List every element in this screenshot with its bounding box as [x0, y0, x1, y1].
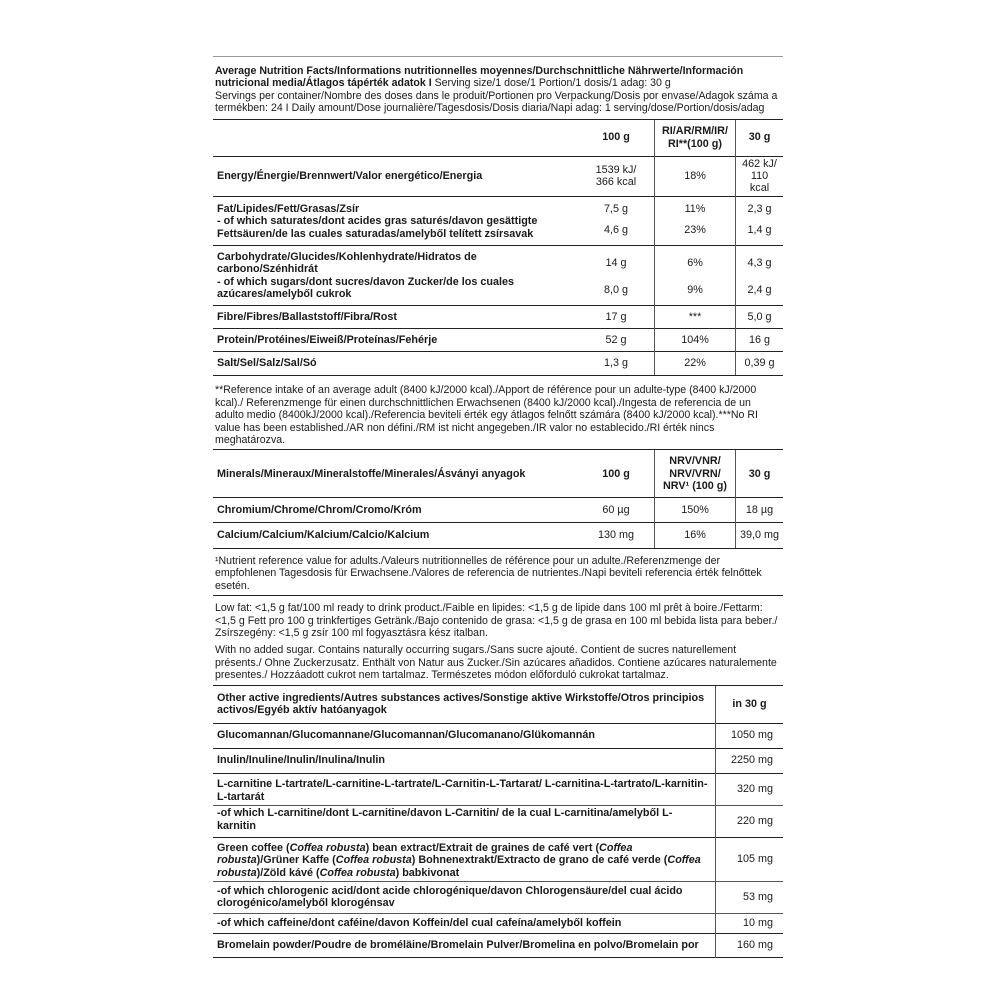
table-row-glucomannan: Glucomannan/Glucomannane/Glucomannan/Glucomanano/Glükomannán 1050 mg [213, 723, 783, 748]
actives-header-row [213, 685, 783, 723]
no-sugar-note: With no added sugar. Contains naturally occurring sugars./Sans sucre ajouté. Contient de sucres naturellement présents./ Ohne Zuckerzusatz. Enthält von Natur aus Zucker./Sin azúcares añadidos. Contiene azúcares naturalemente presentes./ Hozzáadott cukrot nem tartalmaz. Természetes módon előforduló cukrokat tartalmaz. [215, 644, 777, 682]
nrv-footnote: ¹Nutrient reference value for adults./Valeurs nutritionnelles de référence pour un adulte./Referenzmenge der empfohlenen Tagesdosis für Erwachsene./Valores de referencia de nutrientes./Napi beviteli referencia érték felnőttek esetén. [213, 548, 783, 595]
table-row-fibre: Fibre/Fibres/Ballaststoff/Fibra/Rost 17 g *** 5,0 g [213, 305, 783, 328]
table-row-l-carnitine: -of which L-carnitine/dont L-carnitine/davon L-Carnitin/ de la cual L-carnitina/amelyből L-karnitin 220 mg [213, 805, 783, 837]
nutrition-header-row [213, 119, 783, 156]
table-row-bromelain: Bromelain powder/Poudre de broméläine/Bromelain Pulver/Bromelina en polvo/Bromelain por 160 mg [213, 933, 783, 957]
table-row-inulin: Inulin/Inuline/Inulin/Inulina/Inulin 2250 mg [213, 748, 783, 773]
table-row-green-coffee: Green coffee (Coffea robusta) bean extract/Extrait de graines de café vert (Coffea robusta)/Grüner Kaffe (Coffea robusta) Bohnenextrakt/Extracto de grano de café verde (Coffea robusta)/Zöld kávé (Coffea robusta) babkivonat 105 mg [213, 837, 783, 881]
minerals-header-row: Minerals/Mineraux/Mineralstoffe/Minerales/Ásványi anyagok 100 g NRV/VNR/ NRV/VRN/ NRV¹ (100 g) 30 g [213, 450, 783, 498]
low-fat-note: Low fat: <1,5 g fat/100 ml ready to drink product./Faible en lipides: <1,5 g de lipide dans 100 ml prêt à boire./Fettarm: <1,5 g Fett pro 100 g trinkfertiges Getränk./Bajo contenido de grasa: <1,5 g de grasa en 100 ml bebida lista para beber./ Zsírszegény: <1,5 g zsír 100 ml fogyasztásra kész italban. [213, 595, 783, 642]
table-row-calcium: Calcium/Calcium/Kalcium/Calcio/Kalcium 130 mg 16% 39,0 mg [213, 523, 783, 548]
col-ri: RI/AR/RM/IR/ RI**(100 g) [655, 119, 736, 156]
table-row-saturates: - of which saturates/dont acides gras saturés/davon gesättigte Fettsäuren/de las cuales saturadas/amelyből telített zsírsavak 4,6 g 23% 1,4 g [213, 215, 783, 245]
actives-header: Other active ingredients/Autres substances actives/Sonstige aktive Wirkstoffe/Otros principios activos/Egyéb aktív hatóanyagok [213, 685, 716, 723]
table-row-caffeine: -of which caffeine/dont caféine/davon Koffein/del cual cafeína/amelyből koffein 10 mg [213, 913, 783, 933]
table-row-chromium: Chromium/Chrome/Chrom/Cromo/Króm 60 µg 150% 18 µg [213, 498, 783, 523]
servings-per-container: Servings per container/Nombre des doses dans le produit/Portionen pro Verpackung/Dosis por envase/Adagok száma a termékben: 24 [215, 89, 778, 115]
nutrition-table [213, 119, 783, 376]
table-row-fat: Fat/Lipides/Fett/Grasas/Zsír 7,5 g 11% 2,3 g [213, 196, 783, 215]
table-row-chlorogenic-acid: -of which chlorogenic acid/dont acide chlorogénique/davon Chlorogensäure/del cual ácido clorogénico/amelyből klorogénsav 53 mg [213, 881, 783, 913]
ri-footnote: **Reference intake of an average adult (8400 kJ/2000 kcal)./Apport de référence pour un adulte-type (8400 kJ/2000 kcal)./ Referenzmenge für einen durchschnittlichen Erwachsenen (8400 kJ/2000 kcal)./Ingesta de referencia de un adulto medio (8400kJ/2000 kcal)./Referencia beviteli érték egy átlagos felnőtt számára (8400 kJ/2000 kcal).***No RI value has been established./AR non défini./RM ist nicht angegeben./IR valor no establecido./RI érték nincs meghatározva. [213, 375, 783, 449]
col-nrv: NRV/VNR/ NRV/VRN/ NRV¹ (100 g) [655, 450, 736, 498]
table-row-salt: Salt/Sel/Salz/Sal/Só 1,3 g 22% 0,39 g [213, 351, 783, 375]
nutrition-label [213, 56, 783, 958]
col-100g: 100 g [578, 119, 655, 156]
green-coffee-label: Green coffee (Coffea robusta) bean extract/Extrait de graines de café vert (Coffea robusta)/Grüner Kaffe (Coffea robusta) Bohnenextrakt/Extracto de grano de café verde (Coffea robusta)/Zöld kávé (Coffea robusta) babkivonat [213, 837, 716, 881]
daily-amount: Daily amount/Dose journalière/Tagesdosis/Dosis diaria/Napi adag: 1 serving/dose/Portion/dosis/adag [291, 102, 765, 115]
col-30g: 30 g [736, 119, 784, 156]
header-block: Average Nutrition Facts/Informations nutritionnelles moyennes/Durchschnittliche Nährwerte/Información nutricional media/Átlagos tápérték adatok I Serving size/1 dose/1 Portion/1 dosis/1 adag: 30 g Servings per container/Nombre des doses dans le produit/Portionen pro Verpackung/Dosis por envase/Adagok száma a termékben: 24 I Daily amount/Dose journalière/Tagesdosis/Dosis diaria/Napi adag: 1 serving/dose/Portion/dosis/adag [215, 65, 778, 115]
col-in-30g: in 30 g [716, 685, 784, 723]
table-row-energy: Energy/Énergie/Brennwert/Valor energético/Energia 1539 kJ/ 366 kcal 18% 462 kJ/ 110 kcal [213, 156, 783, 196]
table-row-carnitine: L-carnitine L-tartrate/L-carnitine-L-tartrate/L-Carnitin-L-Tartarat/ L-carnitina-L-tartrato/L-karnitin-L-tartarát 320 mg [213, 773, 783, 805]
label-title: Average Nutrition Facts/Informations nutritionnelles moyennes/Durchschnittliche Nährwerte/Información nutricional media/Átlagos tápérték adatok [215, 65, 744, 90]
minerals-table [213, 449, 783, 548]
minerals-header: Minerals/Mineraux/Mineralstoffe/Minerales/Ásványi anyagok [213, 450, 578, 498]
serving-size: Serving size/1 dose/1 Portion/1 dosis/1 adag: 30 g [434, 77, 671, 90]
actives-table [213, 685, 783, 958]
table-row-carbohydrate: Carbohydrate/Glucides/Kohlenhydrate/Hidratos de carbono/Szénhidrát 14 g 6% 4,3 g [213, 245, 783, 275]
table-row-sugars: - of which sugars/dont sucres/davon Zucker/de los cuales azúcares/amelyből cukrok 8,0 g 9% 2,4 g [213, 275, 783, 305]
table-row-protein: Protein/Protéines/Eiweiß/Proteínas/Fehérje 52 g 104% 16 g [213, 328, 783, 351]
